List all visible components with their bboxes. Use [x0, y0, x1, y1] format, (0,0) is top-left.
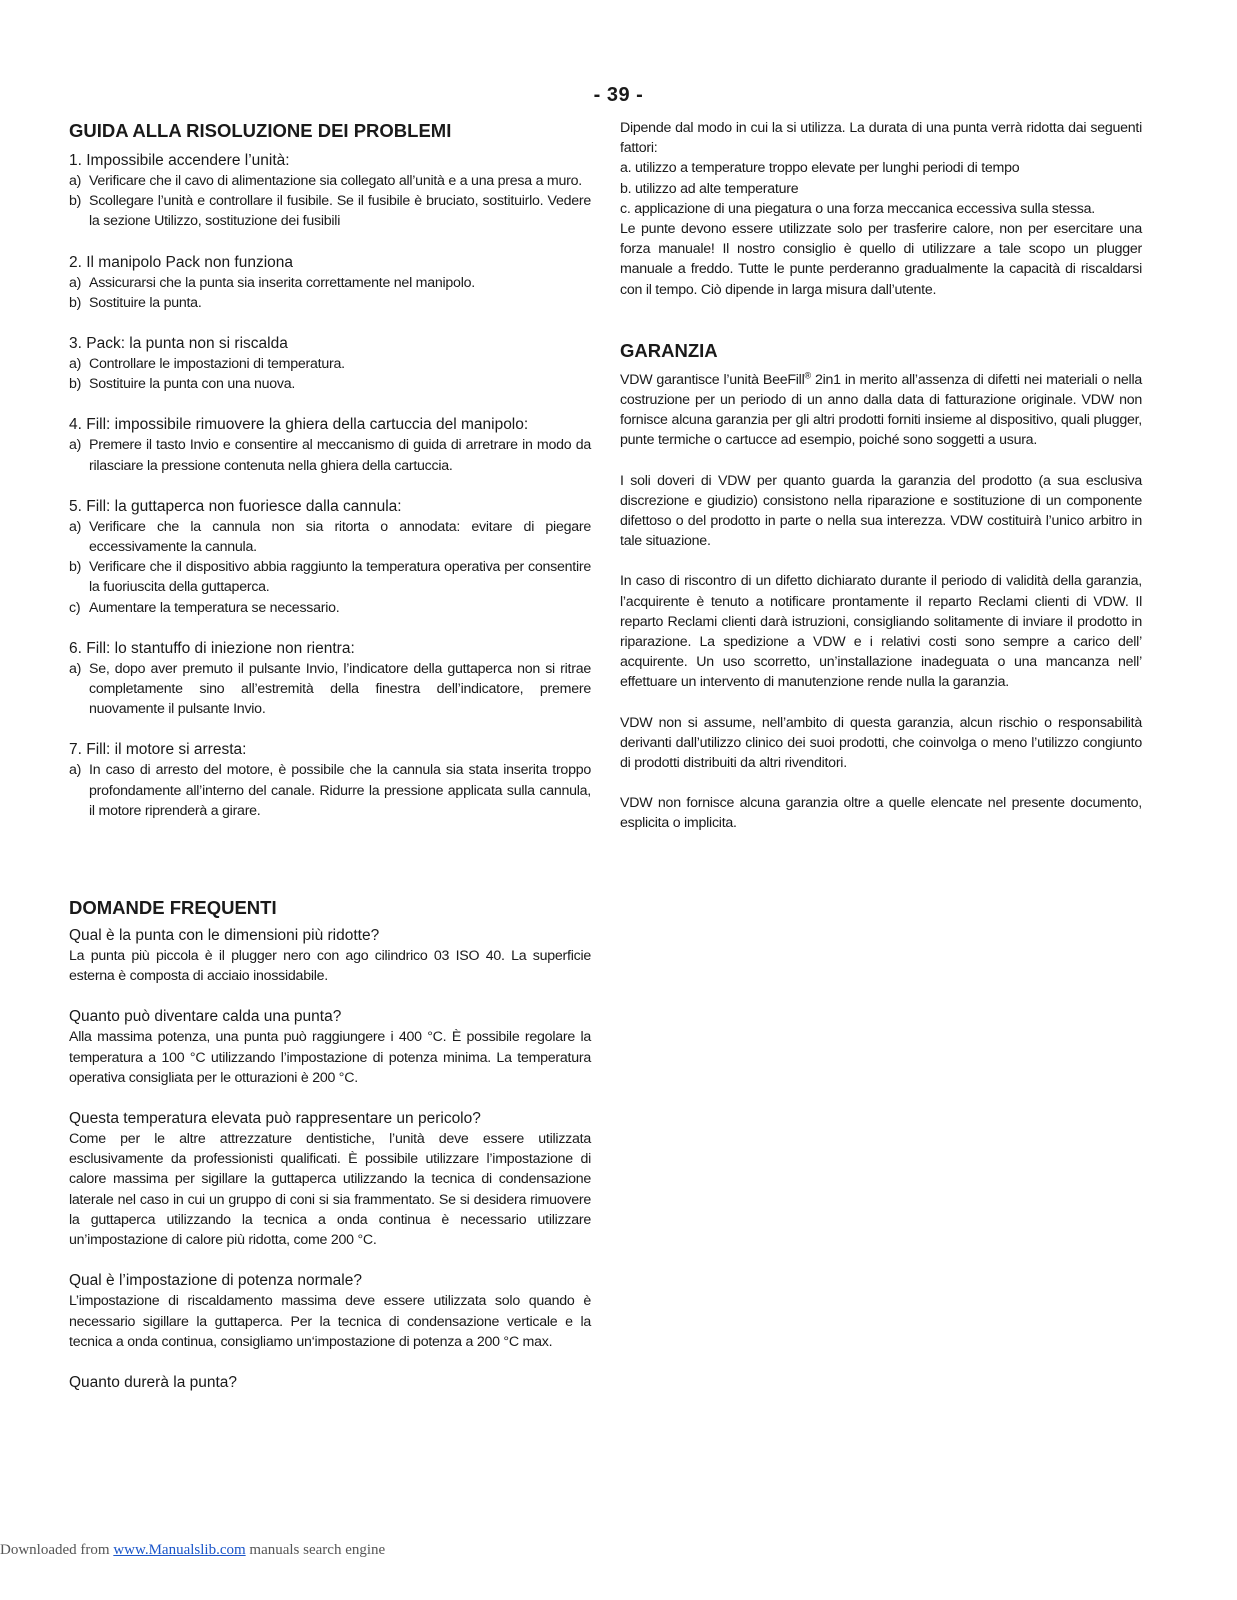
step-letter: a): [69, 660, 82, 677]
problem-title: 6. Fill: lo stantuffo di iniezione non rientra:: [69, 639, 355, 657]
problem-block: [69, 333, 591, 394]
step-letter: b): [69, 193, 82, 210]
problem-block: [69, 496, 591, 618]
problem-block: [69, 739, 591, 821]
problem-title: 7. Fill: il motore si arresta:: [69, 741, 247, 759]
troubleshooting-title: GUIDA ALLA RISOLUZIONE DEI PROBLEMI: [69, 120, 452, 141]
problem-step: [69, 273, 591, 293]
faq-question: Questa temperatura elevata può rappresentare un pericolo?: [69, 1110, 481, 1128]
warranty-paragraph: VDW garantisce l’unità BeeFill® 2in1 in merito all’assenza di difetti nei materiali o nella costruzione per un periodo di un anno dalla data di fatturazione originale. VDW non fornisce alcuna garanzia per gli altri prodotti forniti insieme al dispositivo, quali plugger, punte termiche o cartucce ad esempio, poiché sono soggetti a usura.: [620, 370, 1142, 449]
faq-continued-line: Le punte devono essere utilizzate solo per trasferire calore, non per esercitare una forza manuale! Il nostro consiglio è quello di utilizzare a tale scopo un plugger manuale a freddo. Tutte le punte perderanno gradualmente la capacità di riscaldarsi con il tempo. Ciò dipende in larga misura dall’utente.: [620, 221, 1142, 298]
right-column: [620, 118, 1142, 854]
footer: Downloaded from www.Manualslib.com manuals search engine: [0, 1542, 386, 1558]
manualslib-link[interactable]: www.Manualslib.com: [113, 1542, 246, 1558]
problem-step: [69, 435, 591, 475]
problem-title: 5. Fill: la guttaperca non fuoriesce dalla cannula:: [69, 497, 402, 515]
step-letter: b): [69, 294, 82, 311]
faq-continued-line: a. utilizzo a temperature troppo elevate per lunghi periodi di tempo: [620, 160, 1020, 177]
faq-answer: Alla massima potenza, una punta può raggiungere i 400 °C. È possibile regolare la temperatura a 100 °C utilizzando l’impostazione di potenza minima. La temperatura operativa consigliata per le otturazioni è 200 °C.: [69, 1029, 591, 1086]
step-letter: c): [69, 599, 81, 616]
problem-step: [69, 659, 591, 720]
step-letter: a): [69, 762, 82, 779]
registered-mark: ®: [804, 370, 811, 381]
problem-step: [69, 598, 591, 618]
faq-answer: La punta più piccola è il plugger nero con ago cilindrico 03 ISO 40. La superficie esterna è composta di acciaio inossidabile.: [69, 948, 591, 985]
problem-title: 4. Fill: impossibile rimuovere la ghiera della cartuccia del manipolo:: [69, 416, 529, 434]
problem-step: [69, 557, 591, 597]
problem-title: 3. Pack: la punta non si riscalda: [69, 335, 288, 353]
step-letter: a): [69, 274, 82, 291]
step-letter: a): [69, 356, 82, 373]
problem-step: [69, 191, 591, 231]
step-text: Verificare che il cavo di alimentazione sia collegato all’unità e a una presa a muro.: [89, 173, 582, 189]
left-column: [69, 118, 591, 1413]
faq-list: [69, 925, 591, 1393]
faq-continued-line: Dipende dal modo in cui la si utilizza. La durata di una punta verrà ridotta dai seguenti fattori:: [620, 120, 1142, 157]
faq-continued-line: c. applicazione di una piegatura o una forza meccanica eccessiva sulla stessa.: [620, 200, 1095, 217]
problem-block: [69, 150, 591, 232]
faq-item: [69, 925, 591, 986]
faq-question: Quanto può diventare calda una punta?: [69, 1008, 342, 1026]
problem-step: [69, 517, 591, 557]
step-text: Verificare che la cannula non sia ritorta o annodata: evitare di piegare eccessivamente la cannula.: [89, 518, 591, 556]
page-number: - 39 -: [593, 84, 644, 106]
problem-step: [69, 354, 591, 374]
problem-step: [69, 374, 591, 394]
faq-item: [69, 1372, 591, 1393]
step-text: Sostituire la punta con una nuova.: [89, 376, 296, 393]
faq-question: Qual è la punta con le dimensioni più ridotte?: [69, 927, 380, 945]
warranty-paragraphs: [620, 471, 1142, 834]
problem-step: [69, 171, 591, 191]
faq-continued: [620, 118, 1142, 300]
faq-item: [69, 1270, 591, 1352]
problem-title: 1. Impossibile accendere l’unità:: [69, 152, 290, 169]
faq-answer: Come per le altre attrezzature dentistiche, l’unità deve essere utilizzata esclusivamente da professionisti qualificati. È possibile utilizzare l’impostazione di calore massima per sigillare la guttaperca utilizzando la tecnica di condensazione laterale nel caso in cui un gruppo di coni si sia frammentato. Se si desidera rimuovere la guttaperca utilizzando la tecnica a onda continua è necessario utilizzare un’impostazione di calore più ridotta, come 200 °C.: [69, 1131, 591, 1249]
step-text: Premere il tasto Invio e consentire al meccanismo di guida di arretrare in modo da rilasciare la pressione contenuta nella ghiera della cartuccia.: [89, 437, 591, 474]
step-letter: a): [69, 518, 82, 535]
step-text: Se, dopo aver premuto il pulsante Invio, l’indicatore della guttaperca non si ritrae completamente sino all’estremità della finestra dell’indicatore, premere nuovamente il pulsante Invio.: [89, 660, 591, 718]
problem-step: [69, 760, 591, 821]
troubleshooting-list: [69, 150, 591, 821]
step-letter: b): [69, 559, 82, 576]
faq-question: Quanto durerà la punta?: [69, 1373, 238, 1391]
warranty-paragraph: In caso di riscontro di un difetto dichiarato durante il periodo di validità della garanzia, l’acquirente è tenuto a notificare prontamente il reparto Reclami clienti di VDW. Il reparto Reclami clienti darà istruzioni, consigliando solitamente di inviare il prodotto in riparazione. La spedizione a VDW e i relativi costi sono sempre a carico dell’ acquirente. Un uso scorretto, un’installazione inadeguata o una mancanza nell’ effettuare un intervento di manutenzione rende nulla la garanzia.: [620, 573, 1142, 691]
step-letter: a): [69, 437, 82, 454]
step-text: Scollegare l’unità e controllare il fusibile. Se il fusibile è bruciato, sostituirlo. Vedere la sezione Utilizzo, sostituzione dei fusibili: [89, 193, 591, 230]
step-text: In caso di arresto del motore, è possibile che la cannula sia stata inserita troppo profondamente all’interno del canale. Ridurre la pressione applicata sulla cannula, il motore riprenderà a girare.: [89, 762, 591, 819]
warranty-paragraph: VDW non si assume, nell’ambito di questa garanzia, alcun rischio o responsabilità derivanti dall’utilizzo clinico dei suoi prodotti, che coinvolga o meno l’utilizzo congiunto di prodotti distribuiti da altri rivenditori.: [620, 714, 1142, 772]
faq-item: [69, 1108, 591, 1250]
warranty-paragraph: I soli doveri di VDW per quanto guarda la garanzia del prodotto (a sua esclusiva discrezione e giudizio) consistono nella riparazione e sostituzione di un componente difettoso o del prodotto in parte o nella sua interezza. VDW costituirà l’unico arbitro in tale situazione.: [620, 472, 1142, 550]
faq-title: DOMANDE FREQUENTI: [69, 897, 277, 919]
step-text: Verificare che il dispositivo abbia raggiunto la temperatura operativa per consentire la fuoriuscita della guttaperca.: [89, 559, 591, 596]
faq-continued-line: b. utilizzo ad alte temperature: [620, 180, 799, 197]
step-text: Controllare le impostazioni di temperatura.: [89, 356, 345, 373]
step-letter: a): [69, 173, 82, 189]
step-letter: b): [69, 376, 82, 393]
problem-block: [69, 638, 591, 720]
problem-block: [69, 252, 591, 313]
faq-answer: L’impostazione di riscaldamento massima deve essere utilizzata solo quando è necessario sigillare la guttaperca. Per la tecnica di condensazione verticale e la tecnica a onda continua, consigliamo un‘impostazione di potenza a 200 °C max.: [69, 1293, 591, 1350]
warranty-paragraph: VDW non fornisce alcuna garanzia oltre a quelle elencate nel presente documento, esplicita o implicita.: [620, 795, 1142, 832]
warranty-title: GARANZIA: [620, 339, 718, 361]
faq-question: Qual è l’impostazione di potenza normale?: [69, 1272, 362, 1290]
step-text: Aumentare la temperatura se necessario.: [89, 599, 340, 616]
step-text: Assicurarsi che la punta sia inserita correttamente nel manipolo.: [89, 274, 475, 291]
problem-block: [69, 414, 591, 475]
problem-title: 2. Il manipolo Pack non funziona: [69, 253, 294, 271]
faq-item: [69, 1006, 591, 1088]
problem-step: [69, 293, 591, 313]
step-text: Sostituire la punta.: [89, 294, 202, 311]
